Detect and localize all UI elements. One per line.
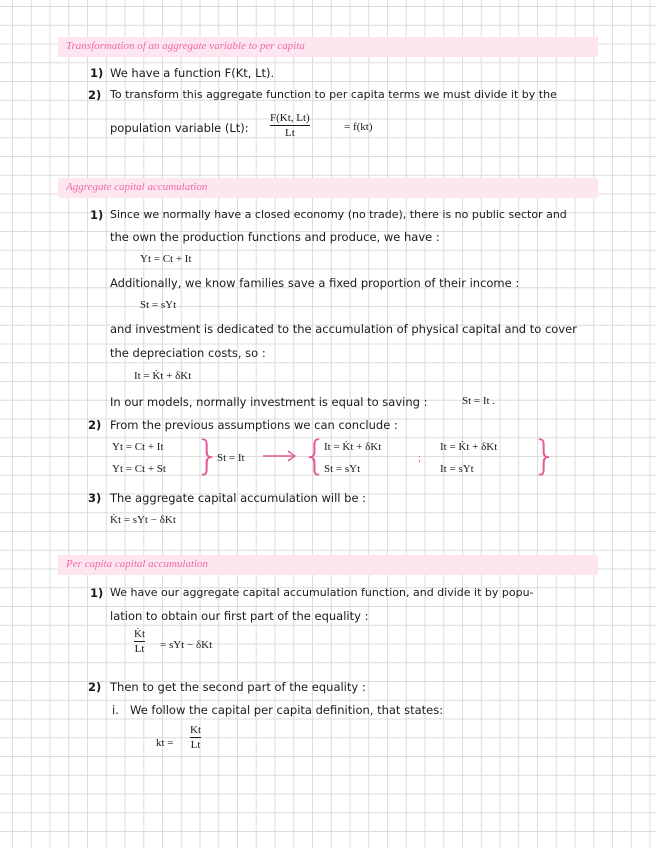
s1-fraction-rhs: = f(kt) xyxy=(344,121,373,133)
s3-fraction-2-numerator: Kt xyxy=(190,724,201,736)
s1-item1-number: 1) xyxy=(90,66,104,80)
s1-fraction-numerator: F(Kt, Lt) xyxy=(270,112,310,124)
s2-item2-number: 2) xyxy=(88,418,102,432)
right-arrow-icon xyxy=(262,449,298,463)
s2-item3-text: The aggregate capital accumulation will be : xyxy=(110,491,367,505)
s3-fraction-1-rhs: = sYt − δKt xyxy=(160,639,213,651)
section-2-heading: Aggregate capital accumulation xyxy=(66,181,208,193)
s3-fraction-1-numerator: K̇t xyxy=(134,628,145,640)
s2-item1-line2: the own the production functions and produce, we have : xyxy=(110,230,440,244)
s2-item1-number: 1) xyxy=(90,208,104,222)
s3-item1-line1: We have our aggregate capital accumulation function, and divide it by popu- xyxy=(110,586,534,599)
s2-eq-investment: It = K̇t + δKt xyxy=(134,370,192,382)
s3-fraction-2-denominator: Lt xyxy=(190,739,201,751)
s3-fraction-2-bar xyxy=(190,737,201,738)
s2-item1-line3: Additionally, we know families save a fixed proportion of their income : xyxy=(110,276,520,290)
s2-item1-line4: and investment is dedicated to the accumulation of physical capital and to cover xyxy=(110,322,577,336)
s2-item1-line6: In our models, normally investment is equal to saving : xyxy=(110,395,428,409)
s2-item1-line1: Since we normally have a closed economy (no trade), there is no public sector and xyxy=(110,208,567,221)
s2-item1-line5: the depreciation costs, so : xyxy=(110,346,266,360)
s2-separator: ; xyxy=(418,452,422,464)
s3-item2-number: 2) xyxy=(88,680,102,694)
s2-item2-text: From the previous assumptions we can conclude : xyxy=(110,418,398,432)
right-brace-close: } xyxy=(532,433,558,479)
s1-fraction xyxy=(270,112,310,139)
s3-sub-text: We follow the capital per capita definition, that states: xyxy=(130,703,444,717)
s1-item2-line1: To transform this aggregate function to per capita terms we must divide it by the xyxy=(110,88,557,101)
s3-item2-text: Then to get the second part of the equality : xyxy=(110,680,366,694)
s2-eq-equilibrium: St = It . xyxy=(462,395,496,407)
s2-right-eq2: It = sYt xyxy=(440,463,474,475)
s3-item1-line2: lation to obtain our first part of the equality : xyxy=(110,609,369,623)
s3-kt-lhs: kt = xyxy=(156,737,174,749)
s1-item1-text: We have a function F(Kt, Lt). xyxy=(110,66,275,80)
s2-left-eq2: Yt = Ct + St xyxy=(112,463,166,475)
section-3-heading: Per capita capital accumulation xyxy=(66,558,209,570)
s3-fraction-1-denominator: Lt xyxy=(134,643,145,655)
s2-eq-saving: St = sYt xyxy=(140,299,177,311)
s2-condition: St = It xyxy=(217,452,245,464)
middle-brace-open: { xyxy=(302,433,328,479)
s2-mid-eq1: It = K̇t + δKt xyxy=(324,441,382,453)
s2-eq-output: Yt = Ct + It xyxy=(140,253,192,265)
s2-mid-eq2: St = sYt xyxy=(324,463,361,475)
s3-fraction-1-bar xyxy=(134,641,145,642)
s1-item2-line2: population variable (Lt): xyxy=(110,121,249,135)
s1-fraction-bar xyxy=(270,125,310,126)
left-brace-close: } xyxy=(195,433,221,479)
s1-fraction-denominator: Lt xyxy=(284,127,295,139)
s1-item2-number: 2) xyxy=(88,88,102,102)
s3-item1-number: 1) xyxy=(90,586,104,600)
s2-left-eq1: Yt = Ct + It xyxy=(112,441,164,453)
s3-sub-number: i. xyxy=(112,703,119,717)
s2-right-eq1: It = K̇t + δKt xyxy=(440,441,498,453)
section-1-heading: Transformation of an aggregate variable to per capita xyxy=(66,40,305,52)
s2-eq-accumulation: K̇t = sYt − δKt xyxy=(110,514,176,526)
s3-fraction-1 xyxy=(134,628,145,655)
s2-item3-number: 3) xyxy=(88,491,102,505)
s3-fraction-2 xyxy=(190,724,201,751)
